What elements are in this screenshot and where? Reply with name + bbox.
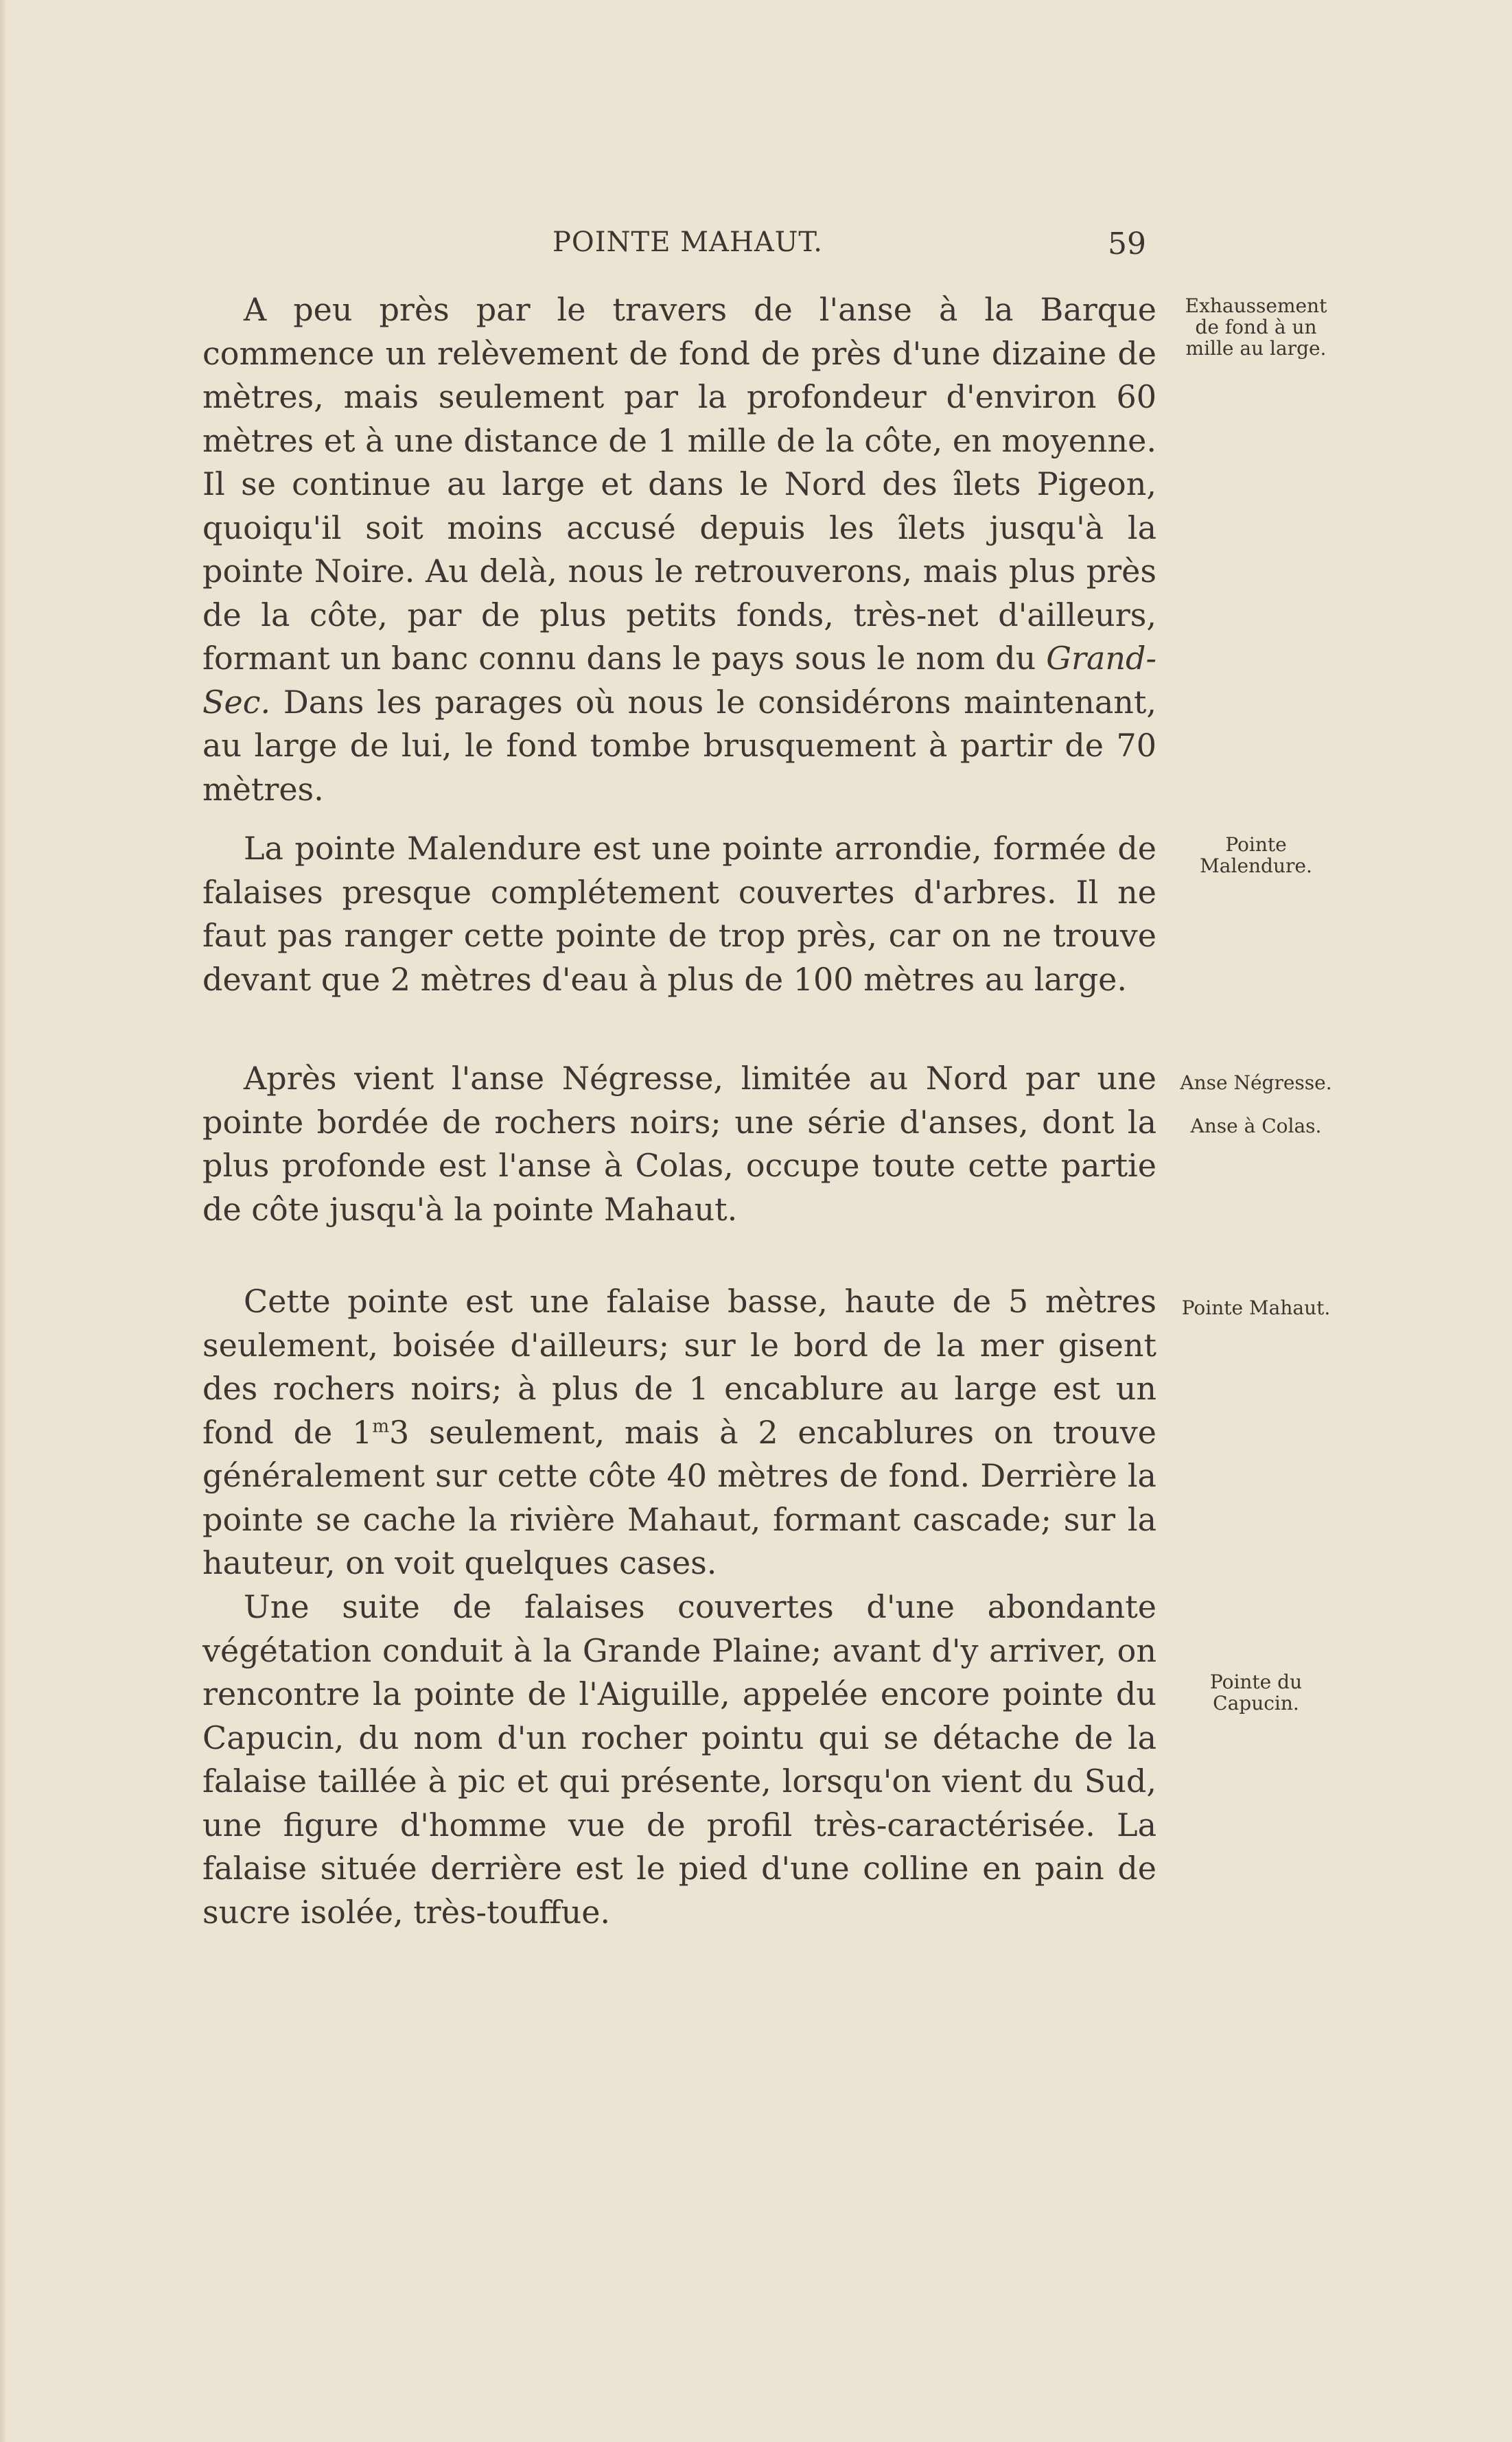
paragraph-releve-de-fond bbox=[202, 288, 1156, 811]
margin-note-negresse: Anse Négresse. bbox=[1180, 1071, 1332, 1094]
margin-note-exhaussement: Exhaussement de fond à un mille au large. bbox=[1185, 294, 1327, 360]
paragraph-text: A peu près par le travers de l'anse à la Barque commence un relèvement de fond de près d'une dizaine de mètres, mais seulement par la profondeur d'environ 60 mètres et à une distance de 1 mille de la côte, en moyenne. Il se continue au large et dans le Nord des îlets Pigeon, quoiqu'il soit moins accusé depuis les îlets jusqu'à la pointe Noire. Au delà, nous le retrouverons, mais plus près de la côte, par de plus petits fonds, très-net d'ailleurs, formant un banc connu dans le pays sous le nom du bbox=[202, 291, 1156, 677]
page-header bbox=[202, 226, 1156, 268]
page-binding-edge bbox=[0, 0, 7, 2442]
unit-superscript: m bbox=[372, 1416, 390, 1437]
paragraph-pointe-mahaut bbox=[202, 1280, 1156, 1585]
paragraph-anse-negresse: Après vient l'anse Négresse, limitée au Nord par une pointe bordée de rochers noirs; une série d'anses, dont la plus profonde est l'anse à Colas, occupe toute cette partie de côte jusqu'à la pointe Mahaut. bbox=[202, 1060, 1156, 1228]
paragraph-pointe-du-capucin: Une suite de falaises couvertes d'une abondante végétation conduit à la Grande Plaine; avant d'y arriver, on rencontre la pointe de l'Aiguille, appelée encore pointe du Capucin, du nom d'un rocher pointu qui se détache de la falaise taillée à pic et qui présente, lorsqu'on vient du Sud, une figure d'homme vue de profil très-caractérisée. La falaise située derrière est le pied d'une colline en pain de sucre isolée, très-touffue. bbox=[202, 1588, 1156, 1931]
paragraph-text: Cette pointe est une falaise basse, haute de 5 mètres seulement, boisée d'ailleurs; sur le bord de la mer gisent des rochers noirs; à plus de 1 encablure au large est un fond de 1 bbox=[202, 1283, 1156, 1451]
paragraph-text: 3 seulement, mais à 2 encablures on trouve généralement sur cette côte 40 mètres de fond. Derrière la pointe se cache la rivière Mahaut, formant cascade; sur la hauteur, on voit quelques cases. bbox=[202, 1413, 1156, 1581]
page-number: 59 bbox=[1108, 226, 1146, 261]
margin-note-capucin: Pointe du Capucin. bbox=[1209, 1671, 1303, 1714]
margin-note-colas: Anse à Colas. bbox=[1190, 1115, 1322, 1137]
margin-note-malendure: Pointe Malendure. bbox=[1200, 833, 1312, 877]
paragraph-text: Dans les parages où nous le considérons maintenant, au large de lui, le fond tombe brusquement à partir de 70 mètres. bbox=[202, 683, 1156, 808]
paragraph-pointe-malendure: La pointe Malendure est une pointe arrondie, formée de falaises presque complétement couvertes d'arbres. Il ne faut pas ranger cette pointe de trop près, car on ne trouve devant que 2 mètres d'eau à plus de 100 mètres au large. bbox=[202, 830, 1156, 998]
margin-note-mahaut: Pointe Mahaut. bbox=[1181, 1296, 1331, 1319]
running-title: POINTE MAHAUT. bbox=[553, 226, 823, 258]
grand-sec-emphasis: Grand-Sec. bbox=[202, 640, 1156, 721]
